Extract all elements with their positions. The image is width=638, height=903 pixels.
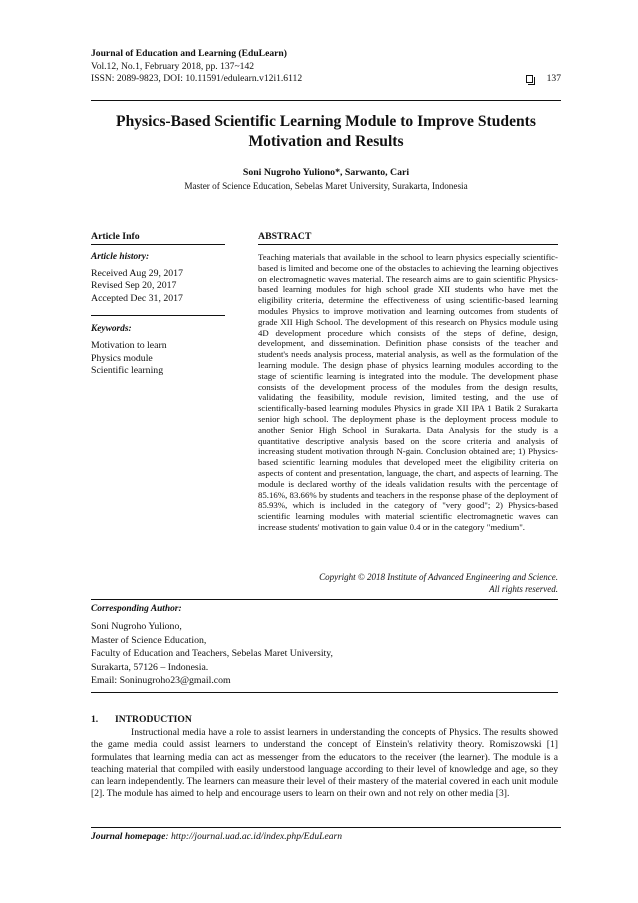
abstract-text: Teaching materials that available in the school to learn physics especially scientific-based is limited and become one of the obstacles to achieving the learning objectives on electromagnetic waves material. The research aims are to gain scientific Physics-based learning modules for high school grade XII students who have met the eligibility criteria, determine the effectiveness of using scientific-based learning modules Physics to improve motivation and learning outcomes from students of grade XII High School. The development of this research on Physics module using 4D development procedure which consists of the steps of define, design, development, and dissemination. Definition phase consists of the teacher and student's needs analysis process, material analysis, as well as the formulation of the learning module. The design phase of physics learning modules according to the stage of scientific learning is integrated into the module. The development phase consists of the development process of the modules from the design results, validating the feasibility, module revision, limited testing, and the use of scientifically-based learning modules Physics in grade XII IPA 1 Batik 2 Surakarta senior high school. The deployment phase is the deployment process module to another Senior High School in Surakarta. Data Analysis for the study is a quantitative descriptive analysis based on the score criteria and analysis of increasing student motivation through N-gain. Conclusion obtained are; 1) Physics-based scientific learning modules that developed meet the eligibility criteria on aspects of content and presentation, language, the chart, and aspects of learning. The module is declared worthy of the ideals validation results with the percentage of 85.16%, 83.66% by students and teachers in the response phase of the deployment of 85.93%, which is included in the category of "very good"; 2) Physics-based scientific learning modules with material scientific electromagnetic waves can increase students' motivation to gain value 0.4 or in the category "medium". (258, 252, 558, 532)
abstract-heading: ABSTRACT (258, 231, 312, 242)
introduction-paragraph: Instructional media have a role to assist learners in understanding the concepts of Physics. The results showed the game media could assist learners to understand the concept of Einstein's relativity theory. Romiszowski [1] formulates that learning media can act as messenger from the educators to the receiver (the learner). The module is a teaching material that compiled with easily understood language according to their level of knowledge and age, so they can learn independently. The learners can measure their level of their mastery of the material covered in each unit module [2]. The module has aimed to help and encourage users to learn on their own and not rely on other media [3]. (91, 727, 558, 800)
rights-line: All rights reserved. (489, 584, 558, 594)
section-title: INTRODUCTION (115, 714, 192, 725)
author-city: Surakarta, 57126 – Indonesia. (91, 661, 209, 673)
journal-footer (91, 831, 342, 842)
keywords-list (91, 340, 225, 377)
section-number: 1. (91, 714, 99, 725)
introduction-section (91, 714, 558, 800)
article-info-heading: Article Info (91, 231, 140, 242)
author-name: Soni Nugroho Yuliono, (91, 621, 182, 633)
keywords-rule (91, 315, 225, 316)
keywords-label: Keywords: (91, 324, 132, 335)
keyword-item: Scientific learning (91, 365, 164, 377)
paper-title: Physics-Based Scientific Learning Module to Improve Students Motivation and Results (116, 113, 536, 150)
document-icon (526, 75, 533, 83)
author-affiliation: Master of Science Education, Sebelas Maret University, Surakarta, Indonesia (184, 181, 468, 191)
issn-doi: ISSN: 2089-9823, DOI: 10.11591/edulearn.v12i1.6112 (91, 73, 303, 85)
header-divider (91, 100, 561, 101)
article-info-column (91, 231, 225, 377)
homepage-label: Journal homepage (91, 831, 166, 842)
keyword-item: Motivation to learn (91, 340, 167, 352)
journal-name: Journal of Education and Learning (EduLearn) (91, 48, 287, 59)
author-faculty: Faculty of Education and Teachers, Sebelas Maret University, (91, 648, 333, 660)
author-email: Email: Soninugroho23@gmail.com (91, 675, 231, 687)
copyright-line: Copyright © 2018 Institute of Advanced Engineering and Science. (319, 572, 558, 582)
issn-row (91, 73, 561, 86)
abstract-bottom-divider (91, 599, 558, 600)
corresponding-author-label: Corresponding Author: (91, 604, 182, 614)
copyright-notice (258, 571, 558, 595)
article-history-label: Article history: (91, 252, 150, 262)
corresponding-author-block (91, 603, 558, 687)
received-date: Received Aug 29, 2017 (91, 268, 183, 279)
accepted-date: Accepted Dec 31, 2017 (91, 292, 183, 304)
keyword-item: Physics module (91, 352, 153, 364)
page-number-group (526, 73, 561, 86)
abstract-column (258, 231, 558, 533)
page-number: 137 (546, 73, 561, 85)
paper-authors: Soni Nugroho Yuliono*, Sarwanto, Cari (242, 167, 410, 178)
footer-divider (91, 827, 561, 828)
revised-date: Revised Sep 20, 2017 (91, 280, 177, 292)
introduction-heading (91, 714, 558, 726)
journal-volume: Vol.12, No.1, February 2018, pp. 137~142 (91, 60, 255, 72)
homepage-url: : http://journal.uad.ac.id/index.php/EduLearn (165, 831, 343, 842)
author-department: Master of Science Education, (91, 634, 207, 646)
corresponding-divider (91, 692, 558, 693)
article-info-rule (91, 244, 225, 245)
journal-header (91, 48, 561, 86)
abstract-rule (258, 244, 558, 245)
